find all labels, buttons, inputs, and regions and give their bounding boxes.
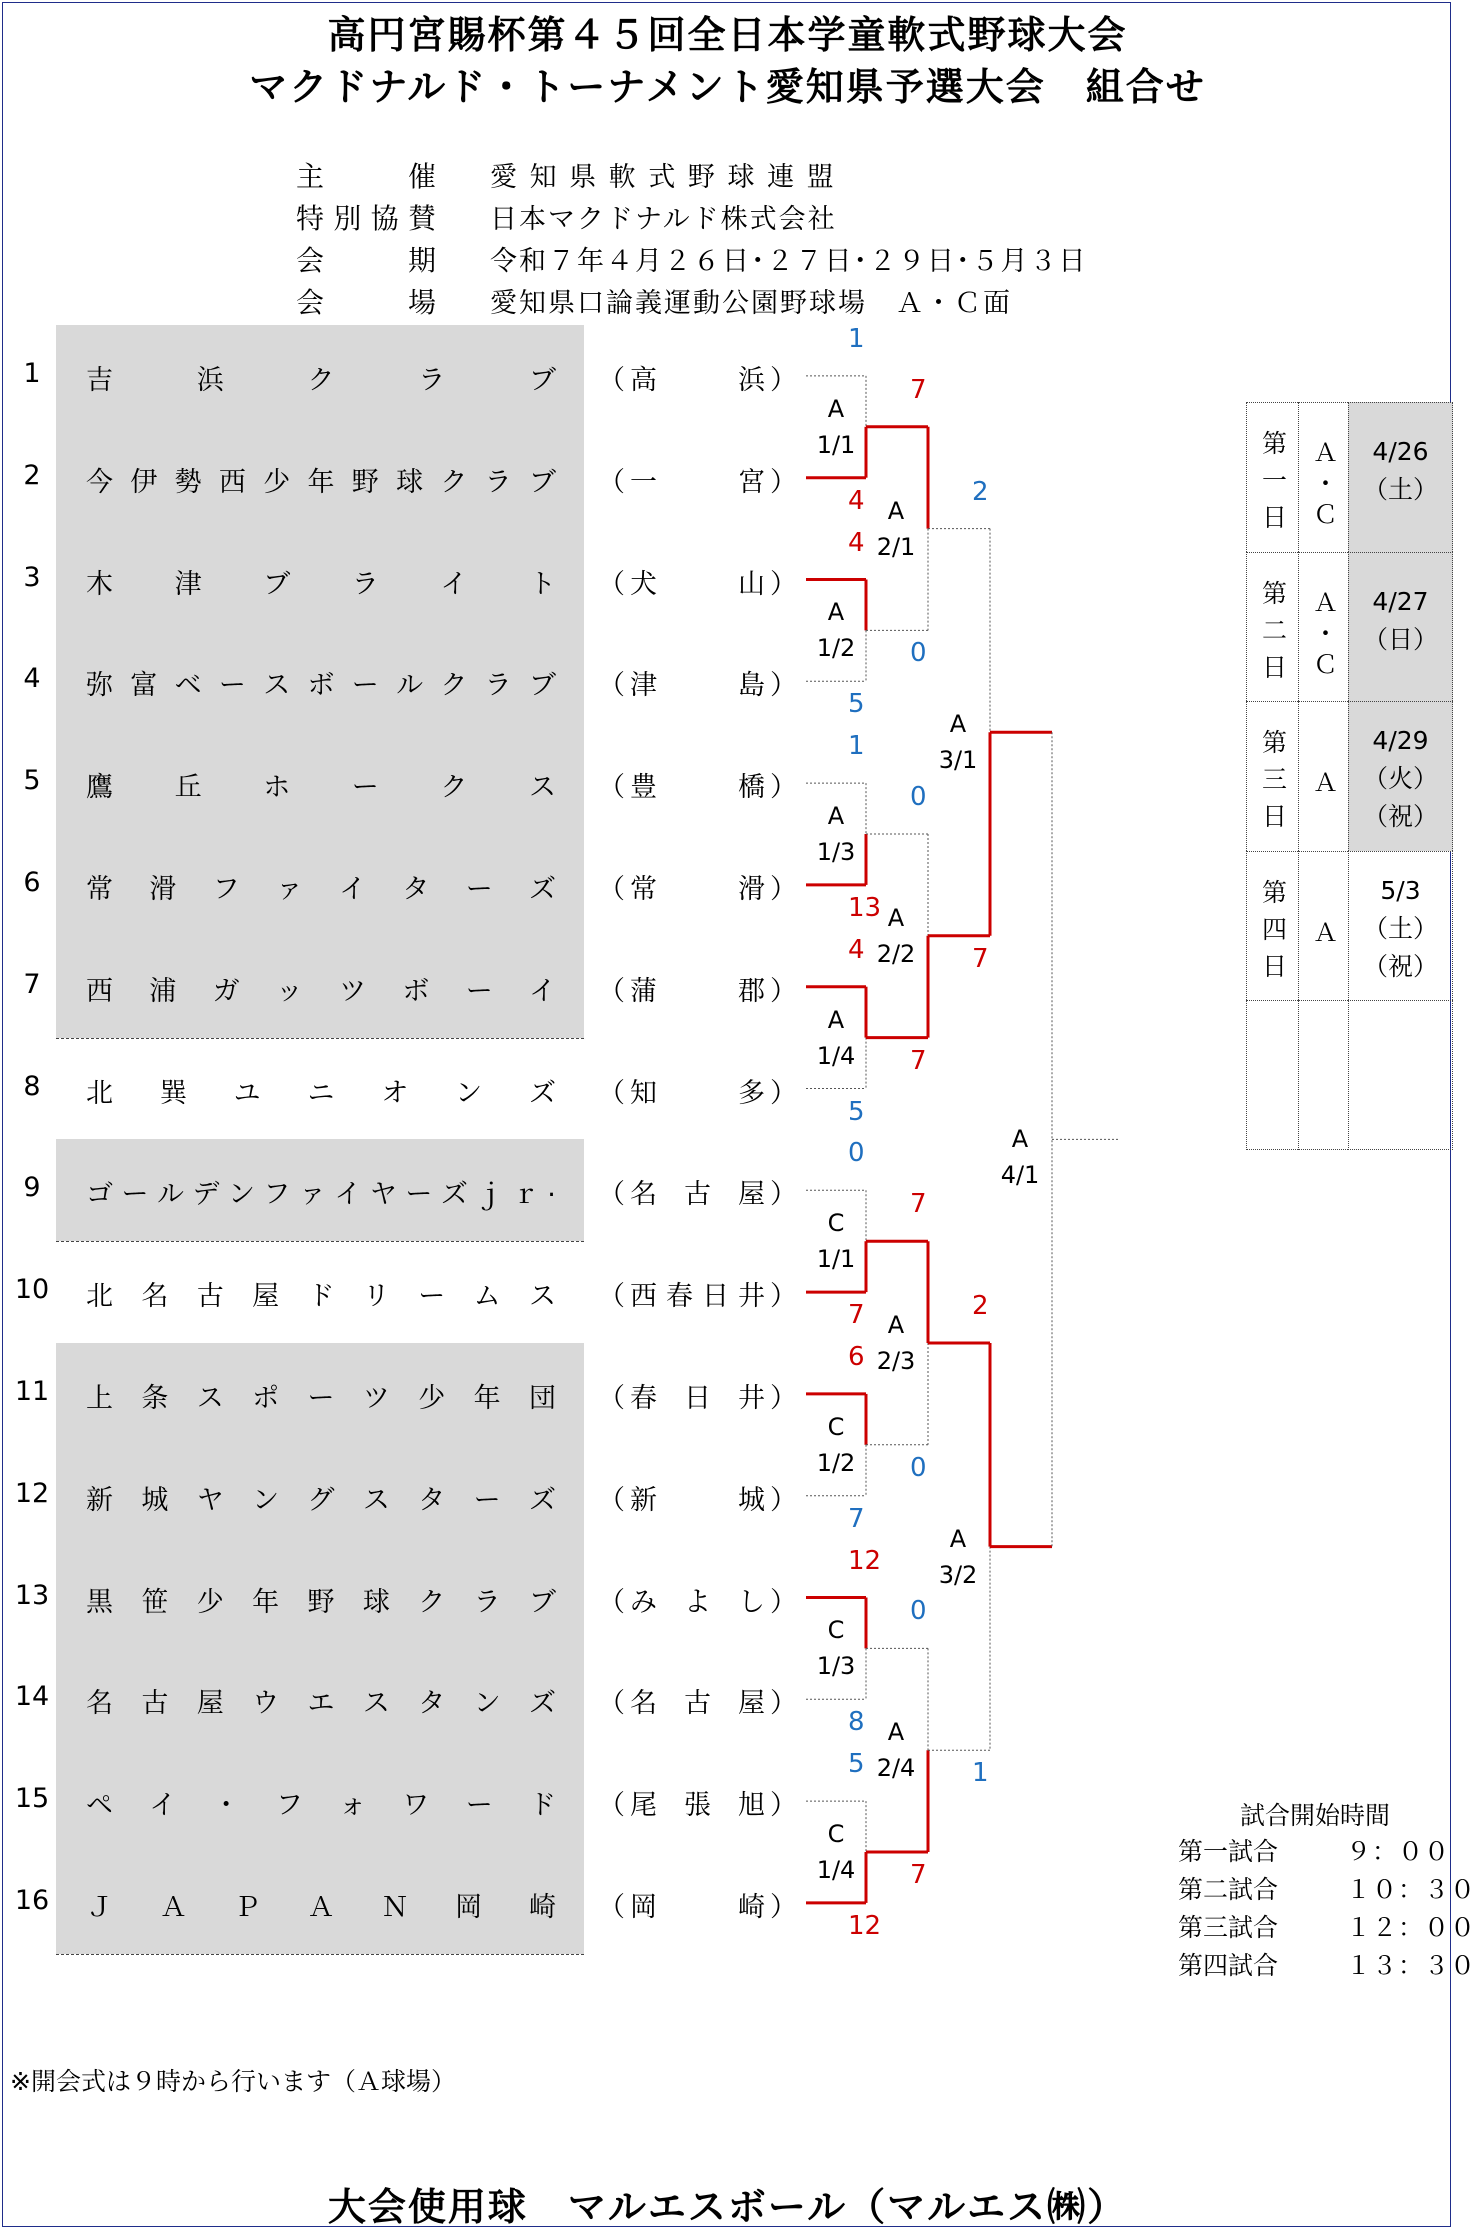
info-value: 愛 知 県 軟 式 野 球 連 盟 (490, 162, 836, 193)
match-id: 2/4 (876, 1754, 916, 1783)
team-name: 常 滑 フ ァ イ タ ー ズ (86, 873, 556, 905)
team-city: み よ し (630, 1586, 765, 1618)
schedule-date-value: 5/3 (1380, 875, 1421, 905)
team-name: 吉 浜 ク ラ ブ (86, 364, 556, 396)
match-field: C (827, 1412, 845, 1441)
team-number: 15 (14, 1783, 50, 1815)
schedule-date (1349, 702, 1452, 836)
match-label-r2 (866, 1307, 926, 1379)
match-label-r2 (866, 900, 926, 972)
start-time-value: ９：００ (1346, 1837, 1451, 1866)
paren-close: ） (770, 364, 797, 396)
schedule-cell (1348, 1000, 1453, 1150)
info-label: 特別協賛 (296, 202, 436, 235)
start-time-label: 第二試合 (1178, 1875, 1279, 1904)
paren-open: （ (598, 975, 625, 1007)
score-r1: 8 (848, 1707, 865, 1738)
match-label-r3 (928, 706, 988, 778)
score-r3: 2 (972, 1291, 989, 1321)
schedule-field: Ａ (1309, 769, 1339, 801)
match-label-r1 (806, 1816, 866, 1888)
score-r2: 7 (910, 1860, 927, 1890)
score-r1: 5 (848, 689, 865, 720)
paren-open: （ (598, 1077, 625, 1109)
schedule-date (1349, 553, 1452, 659)
match-field: C (827, 1209, 845, 1238)
schedule-weekday: （日） (1362, 624, 1438, 654)
team-number: 10 (14, 1274, 50, 1306)
schedule-cell (1298, 701, 1348, 851)
match-id: 1/3 (816, 838, 856, 866)
match-label-r1 (806, 594, 866, 666)
team-name: 黒 笹 少 年 野 球 ク ラ ブ (86, 1586, 556, 1618)
match-field: A (887, 496, 905, 525)
paren-open: （ (598, 772, 625, 804)
paren-open: （ (598, 1281, 625, 1313)
paren-close: ） (770, 1281, 797, 1313)
match-id: 1/1 (816, 1245, 856, 1274)
schedule-cell (1246, 402, 1298, 552)
opening-note: ※開会式は９時から行います（Ａ球場） (10, 2067, 456, 2096)
paren-close: ） (770, 772, 797, 804)
match-field: A (949, 710, 967, 739)
schedule-field: Ａ・Ｃ (1309, 588, 1339, 682)
match-id: 1/2 (816, 1448, 856, 1477)
team-city: 岡 崎 (630, 1891, 765, 1923)
schedule-cell (1348, 552, 1453, 702)
team-name: ゴ ー ル デ ン フ ァ イ ヤ ー ズ ｊ ｒ . (86, 1172, 556, 1211)
team-name: ペ イ ・ フ ォ ワ ー ド (86, 1790, 556, 1822)
schedule-cell (1348, 701, 1453, 851)
start-time-value: １２：００ (1346, 1913, 1476, 1942)
info-label: 会場 (296, 286, 436, 319)
match-label-r3 (928, 1521, 988, 1593)
paren-open: （ (598, 1382, 625, 1414)
score-r3: 1 (972, 1758, 989, 1789)
paren-close: ） (770, 1179, 797, 1211)
team-city: 常 滑 (630, 873, 765, 905)
score-r1: 4 (848, 527, 865, 558)
team-city: 春 日 井 (630, 1382, 765, 1414)
match-field: A (827, 802, 845, 830)
team-city: 津 島 (630, 670, 765, 702)
start-time-row (1178, 1946, 1476, 1982)
score-r3: 7 (972, 943, 989, 974)
score-r2: 7 (910, 1189, 927, 1220)
paren-close: ） (770, 873, 797, 905)
paren-close: ） (770, 1790, 797, 1822)
title-line-2: マクドナルド・トーナメント愛知県予選大会 組合せ (249, 65, 1206, 109)
start-time-label: 第四試合 (1178, 1951, 1279, 1980)
score-r1: 6 (848, 1341, 865, 1372)
start-time-value: １０：３０ (1346, 1875, 1476, 1904)
start-time-label: 第一試合 (1178, 1837, 1279, 1866)
score-r2: 7 (910, 1045, 927, 1076)
schedule-field: Ａ (1309, 919, 1339, 951)
start-time-title: 試合開始時間 (1240, 1801, 1391, 1830)
match-field: C (827, 1820, 845, 1848)
schedule-date-value: 4/29 (1372, 726, 1429, 756)
match-label-r1 (806, 391, 866, 463)
score-r2: 7 (910, 374, 927, 405)
match-field: A (949, 1524, 967, 1553)
team-number: 3 (23, 561, 41, 593)
match-id: 2/1 (876, 532, 916, 561)
score-r1: 12 (848, 1910, 882, 1941)
schedule-weekday: （火） (1362, 764, 1438, 794)
schedule-cell (1246, 552, 1298, 702)
score-r1: 4 (848, 485, 865, 516)
paren-open: （ (598, 568, 625, 600)
schedule-cell (1298, 851, 1348, 1001)
team-city: 名 古 屋 (630, 1179, 765, 1211)
team-number: 6 (23, 866, 41, 898)
schedule-cell (1298, 402, 1348, 552)
paren-close: ） (770, 466, 797, 498)
paren-close: ） (770, 568, 797, 600)
title-line-1: 高円宮賜杯第４５回全日本学童軟式野球大会 (327, 13, 1128, 57)
start-time-label: 第三試合 (1178, 1913, 1279, 1942)
team-name: 木 津 ブ ラ イ ト (86, 568, 556, 600)
score-r1: 5 (848, 1096, 865, 1127)
info-label: 主催 (296, 160, 436, 193)
team-city: 高 浜 (630, 364, 765, 396)
footer-ball: 大会使用球 マルエスボール（マルエス㈱） (327, 2185, 1128, 2229)
team-city: 豊 橋 (630, 772, 765, 804)
schedule-cell (1348, 851, 1453, 1001)
score-r1: 7 (848, 1300, 865, 1331)
team-name: 上 条 ス ポ ー ツ 少 年 団 (86, 1382, 556, 1414)
match-id: 1/4 (816, 1041, 856, 1070)
team-number: 12 (14, 1477, 50, 1509)
start-time-row (1178, 1832, 1451, 1868)
match-id: 1/4 (816, 1856, 856, 1884)
team-city: 新 城 (630, 1484, 765, 1516)
match-label-r2 (866, 1714, 926, 1786)
info-value: 令和７年４月２６日･２７日･２９日･５月３日 (490, 246, 1088, 277)
schedule-weekday: （土） (1362, 913, 1438, 943)
info-value: 愛知県口論義運動公園野球場 Ａ・Ｃ面 (490, 288, 1012, 319)
paren-open: （ (598, 1586, 625, 1618)
match-id: 2/3 (876, 1347, 916, 1375)
schedule-field: Ａ・Ｃ (1309, 439, 1339, 533)
paren-close: ） (770, 1891, 797, 1923)
match-id: 1/1 (816, 430, 856, 459)
score-r2: 0 (910, 1596, 927, 1627)
schedule-date (1349, 403, 1452, 509)
team-name: 北 巽 ユ ニ オ ン ズ (86, 1077, 556, 1109)
match-label-r1 (806, 1612, 866, 1684)
paren-close: ） (770, 1077, 797, 1109)
score-r3: 2 (972, 476, 989, 507)
match-label-final (990, 1121, 1050, 1193)
score-r1: 7 (848, 1503, 865, 1534)
schedule-weekday: （土） (1362, 475, 1438, 504)
team-number: 16 (14, 1884, 50, 1916)
match-field: C (827, 1616, 845, 1645)
paren-close: ） (770, 975, 797, 1007)
score-r1: 1 (848, 323, 865, 354)
schedule-cell (1298, 552, 1348, 702)
schedule-day: 第三日 (1258, 729, 1288, 841)
schedule-date-value: 4/26 (1372, 437, 1429, 466)
schedule-cell (1348, 402, 1453, 552)
info-value: 日本マクドナルド株式会社 (490, 204, 837, 235)
match-field: A (887, 1311, 905, 1339)
paren-open: （ (598, 1688, 625, 1720)
team-number: 11 (14, 1375, 50, 1407)
match-label-r2 (866, 493, 926, 565)
schedule-cell (1246, 851, 1298, 1001)
match-field: A (887, 903, 905, 932)
schedule-day: 第四日 (1258, 879, 1288, 991)
score-r1: 5 (848, 1749, 865, 1780)
match-id: 4/1 (1000, 1161, 1040, 1190)
match-field: A (827, 394, 845, 423)
paren-open: （ (598, 364, 625, 396)
schedule-date-value: 4/27 (1372, 586, 1429, 616)
team-number: 4 (23, 663, 41, 695)
match-id: 3/1 (938, 746, 978, 775)
team-number: 13 (14, 1579, 50, 1611)
team-name: 弥 富 ベ ー ス ボ ー ル ク ラ ブ (86, 670, 556, 702)
paren-close: ） (770, 1586, 797, 1618)
match-id: 3/2 (938, 1560, 978, 1589)
match-id: 1/2 (816, 634, 856, 663)
match-field: A (887, 1718, 905, 1747)
paren-open: （ (598, 670, 625, 702)
team-city: 尾 張 旭 (630, 1790, 765, 1822)
schedule-cell (1246, 701, 1298, 851)
schedule-holiday: （祝） (1362, 802, 1438, 832)
schedule-cell (1246, 1000, 1298, 1150)
team-city: 名 古 屋 (630, 1688, 765, 1720)
team-city: 一 宮 (630, 466, 765, 498)
paren-close: ） (770, 670, 797, 702)
score-r2: 0 (910, 638, 927, 669)
schedule-day: 第一日 (1258, 430, 1288, 542)
paren-open: （ (598, 1179, 625, 1211)
team-number: 2 (23, 459, 41, 491)
match-field: A (827, 598, 845, 627)
match-label-r1 (806, 1409, 866, 1481)
team-number: 9 (23, 1172, 41, 1204)
schedule-cell (1298, 1000, 1348, 1150)
team-number: 1 (23, 357, 41, 389)
info-label: 会期 (296, 244, 436, 277)
paren-open: （ (598, 466, 625, 498)
schedule-day: 第二日 (1258, 579, 1288, 691)
team-name: 北 名 古 屋 ド リ ー ム ス (86, 1281, 556, 1313)
score-r1: 1 (848, 731, 865, 762)
score-r2: 0 (910, 1452, 927, 1483)
team-city: 西 春 日 井 (630, 1281, 765, 1313)
team-number: 7 (23, 968, 41, 1000)
schedule-table (1246, 402, 1453, 1150)
score-r2: 0 (910, 782, 927, 812)
score-r1: 13 (848, 892, 882, 923)
match-id: 1/3 (816, 1652, 856, 1681)
match-field: A (1011, 1125, 1029, 1154)
paren-open: （ (598, 1891, 625, 1923)
paren-close: ） (770, 1688, 797, 1720)
start-time-row (1178, 1870, 1476, 1906)
match-label-r1 (806, 798, 866, 870)
score-r1: 4 (848, 934, 865, 965)
start-time-value: １３：３０ (1346, 1951, 1476, 1980)
score-r1: 12 (848, 1545, 882, 1576)
team-number: 8 (23, 1070, 41, 1102)
match-label-r1 (806, 1002, 866, 1074)
team-name: Ｊ Ａ Ｐ Ａ Ｎ 岡 崎 (86, 1891, 556, 1923)
team-number: 5 (23, 765, 41, 797)
paren-close: ） (770, 1484, 797, 1516)
team-city: 犬 山 (630, 568, 765, 600)
match-field: A (827, 1005, 845, 1034)
team-name: 鷹 丘 ホ ー ク ス (86, 772, 556, 804)
start-time-row (1178, 1908, 1476, 1944)
team-city: 蒲 郡 (630, 975, 765, 1007)
team-city: 知 多 (630, 1077, 765, 1109)
team-name: 名 古 屋 ウ エ ス タ ン ズ (86, 1688, 556, 1720)
paren-open: （ (598, 1484, 625, 1516)
match-label-r1 (806, 1205, 866, 1277)
score-r1: 0 (848, 1138, 865, 1169)
team-number: 14 (14, 1681, 50, 1713)
paren-open: （ (598, 873, 625, 905)
paren-close: ） (770, 1382, 797, 1414)
team-name: 西 浦 ガ ッ ツ ボ ー イ (86, 975, 556, 1007)
team-name: 新 城 ヤ ン グ ス タ ー ズ (86, 1484, 556, 1516)
match-id: 2/2 (876, 939, 916, 968)
schedule-date (1349, 852, 1452, 986)
schedule-holiday: （祝） (1362, 951, 1438, 981)
team-name: 今 伊 勢 西 少 年 野 球 ク ラ ブ (86, 466, 556, 498)
paren-open: （ (598, 1790, 625, 1822)
